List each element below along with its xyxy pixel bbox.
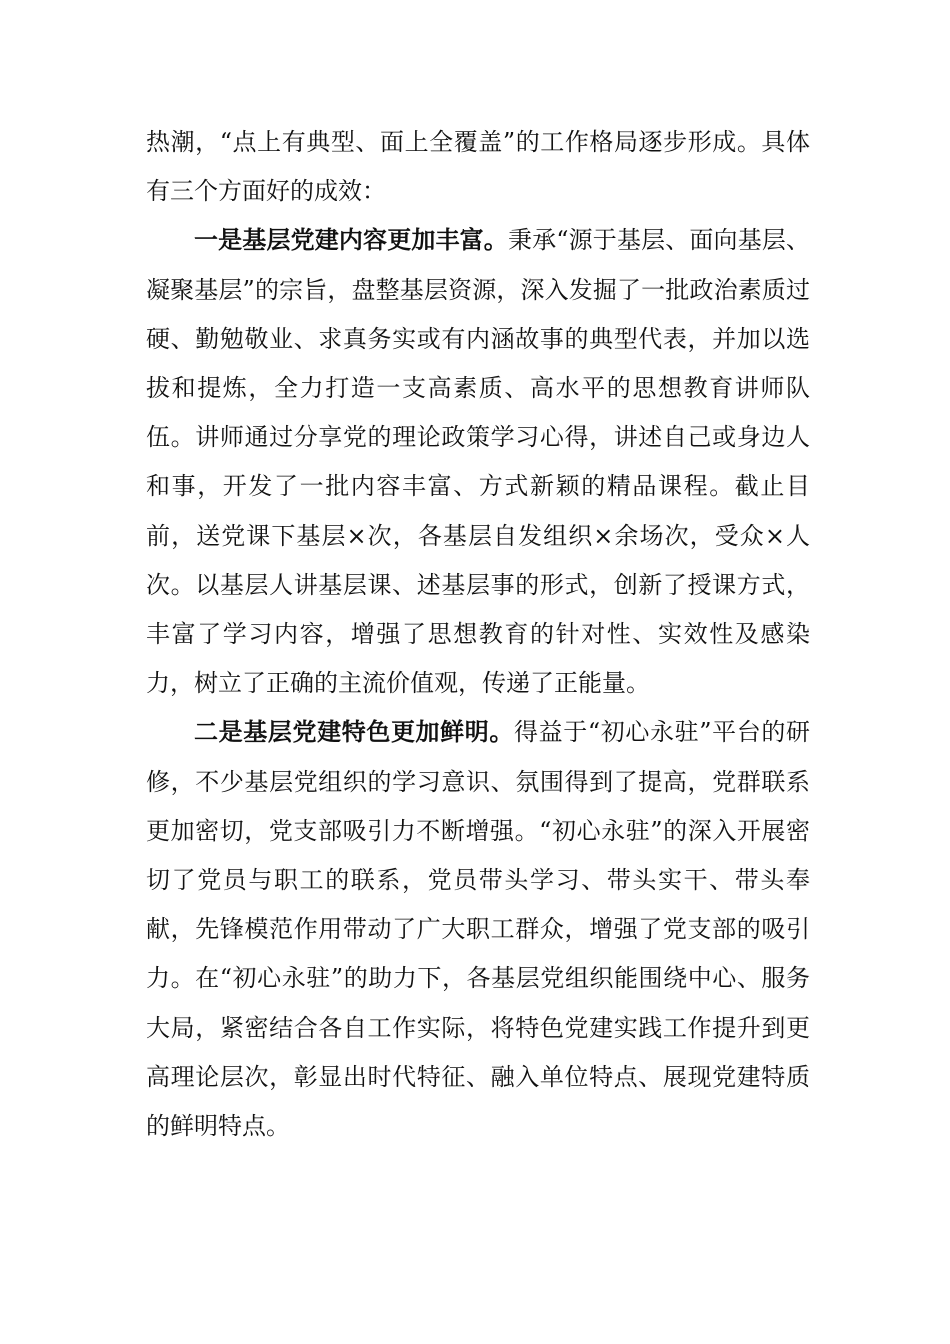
paragraph-heading: 一是基层党建内容更加丰富。	[194, 226, 508, 255]
paragraph-text: 热潮，“点上有典型、面上全覆盖”的工作格局逐步形成。具体有三个方面好的成效：	[146, 128, 810, 206]
paragraph-text: 秉承“源于基层、面向基层、凝聚基层”的宗旨，盘整基层资源，深入发掘了一批政治素质过硬、勤勉敬业、求真务实或有内涵故事的典型代表，并加以选拔和提炼，全力打造一支高素质、高水平的思想教育讲师队伍。讲师通过分享党的理论政策学习心得，讲述自己或身边人和事，开发了一批内容丰富、方式新颖的精品课程。截止目前，送党课下基层×次，各基层自发组织×余场次，受众×人次。以基层人讲基层课、述基层事的形式，创新了授课方式，丰富了学习内容，增强了思想教育的针对性、实效性及感染力，树立了正确的主流价值观，传递了正能量。	[146, 226, 810, 698]
paragraph-point-one	[146, 216, 810, 708]
paragraph-intro	[146, 118, 810, 216]
document-body	[146, 118, 810, 1151]
paragraph-heading: 二是基层党建特色更加鲜明。	[194, 718, 515, 747]
paragraph-point-two	[146, 708, 810, 1151]
paragraph-text: 得益于“初心永驻”平台的研修，不少基层党组织的学习意识、氛围得到了提高，党群联系更加密切，党支部吸引力不断增强。“初心永驻”的深入开展密切了党员与职工的联系，党员带头学习、带头实干、带头奉献，先锋模范作用带动了广大职工群众，增强了党支部的吸引力。在“初心永驻”的助力下，各基层党组织能围绕中心、服务大局，紧密结合各自工作实际，将特色党建实践工作提升到更高理论层次，彰显出时代特征、融入单位特点、展现党建特质的鲜明特点。	[146, 718, 811, 1141]
